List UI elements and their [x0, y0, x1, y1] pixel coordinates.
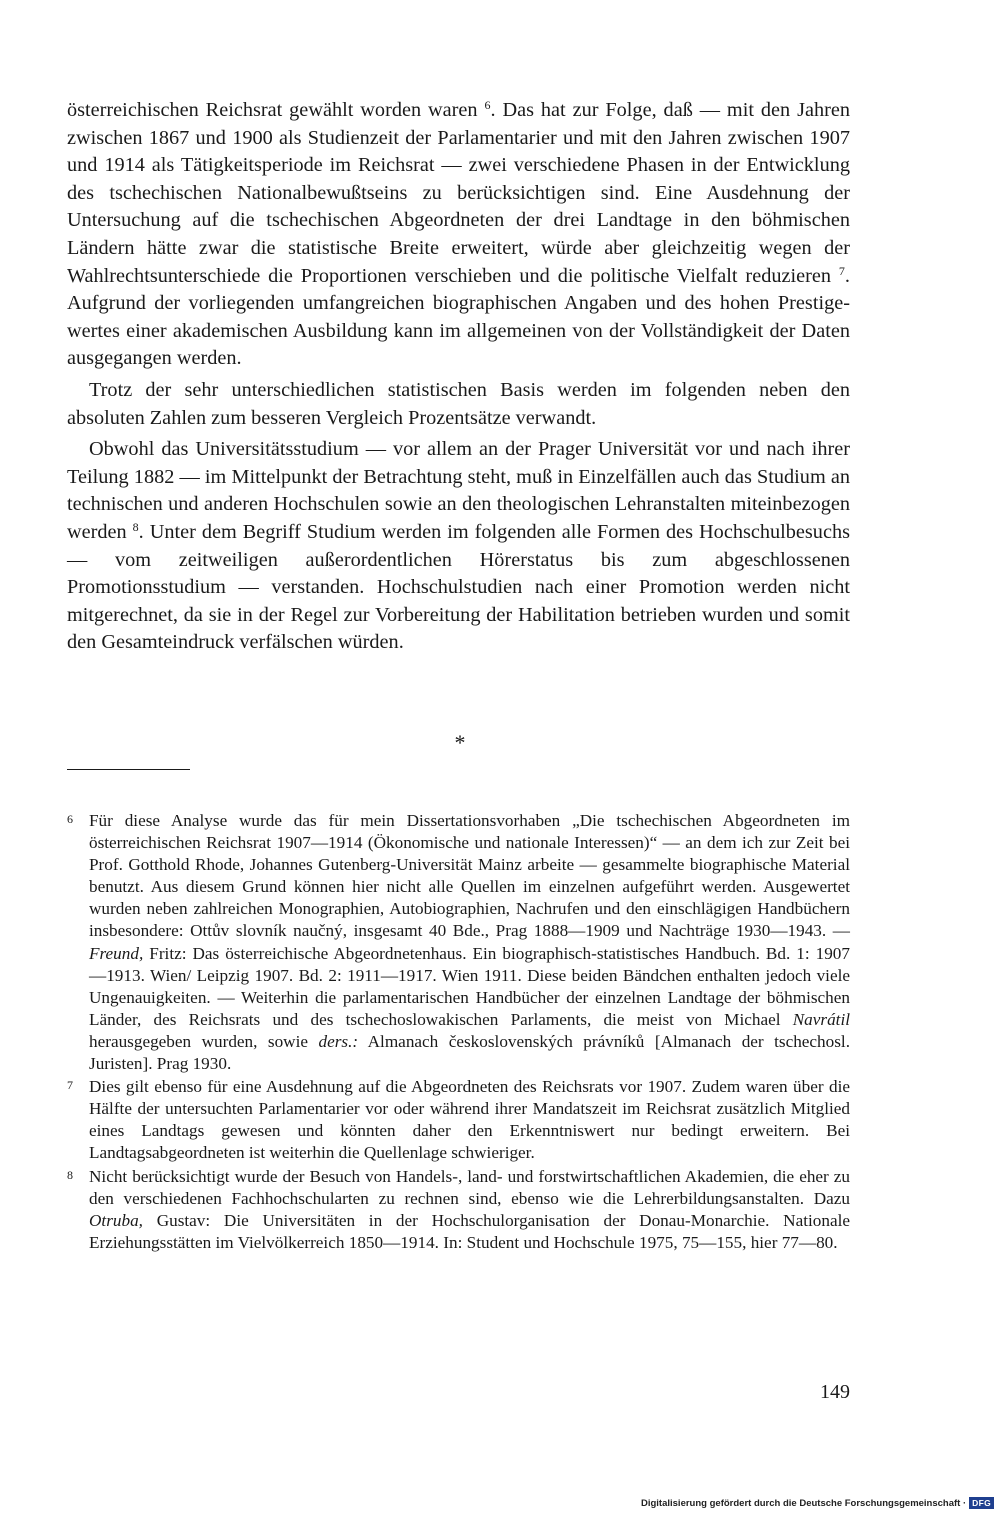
footnote-number: 7 — [67, 1078, 73, 1093]
footnote-8 — [67, 1166, 850, 1254]
footnote-6-text-b: Fritz: Das österreichische Abgeordnetenhaus. Ein biographisch-statistisches Handbuch. Bd. 1: 1907—1913. Wien/ Leipzig 1907. Bd. 2: 1911—1917. Wien 1911. Diese beiden Bändchen enthalten jedoch viele Ungenauigkeiten. — Weiterhin die parlamentarischen Handbücher der einzelnen Landtage der böhmischen Länder, des Reichsrats und des tschechoslowakischen Parlaments, die meist von Michael — [89, 943, 850, 1029]
footnote-ref-7[interactable]: 7 — [838, 263, 845, 278]
paragraph-1-text-c: . Aufgrund der vorliegenden umfangreichen biographischen Angaben und des hohen Prestigewertes einer akademischen Ausbildung kann im allgemeinen von der Vollständigkeit der Daten ausgegangen werden. — [67, 264, 850, 370]
author-name-freund: Freund, — [89, 943, 144, 963]
author-name-otruba: Otruba, — [89, 1210, 143, 1230]
paragraph-3 — [67, 436, 850, 657]
footnote-6-text-c: herausgegeben wurden, sowie — [89, 1031, 319, 1051]
footnote-7 — [67, 1076, 850, 1164]
footnote-ref-6[interactable]: 6 — [484, 98, 491, 112]
author-name-ders: ders.: — [318, 1031, 359, 1051]
dfg-logo: DFG — [969, 1497, 994, 1509]
paragraph-1 — [67, 97, 850, 373]
footnote-7-text: Dies gilt ebenso für eine Ausdehnung auf die Abgeordneten des Reichsrats vor 1907. Zudem waren über die Hälfte der untersuchten Parlamentarier vor oder während ihrer Mandatszeit im Reichsrat zusätzlich Mitglied eines Landtags gewesen und könnten daher den Erkenntniswert nur bedingt erweitern. Bei Landtagsabgeordneten ist weiterhin die Quellenlage schwieriger. — [89, 1077, 850, 1163]
footnote-ref-8[interactable]: 8 — [132, 519, 139, 534]
footnote-6 — [67, 810, 850, 1075]
paragraph-3-text-a: Obwohl das Universitätsstudium — vor allem an der Prager Universität vor und nach ihrer Teilung 1882 — im Mittelpunkt der Betrachtung steht, muß in Einzelfällen auch das Studium an technischen und anderen Hochschulen sowie an den theologischen Lehranstalten miteinbezogen werden — [67, 438, 850, 543]
author-name-navratil: Navrátil — [792, 1009, 850, 1029]
paragraph-2: Trotz der sehr unterschiedlichen statistischen Basis werden im folgenden neben den absoluten Zahlen zum besseren Vergleich Prozentsätze verwandt. — [67, 378, 850, 429]
digitization-banner — [641, 1497, 994, 1509]
banner-text: Digitalisierung gefördert durch die Deutsche Forschungsgemeinschaft · — [640, 1497, 967, 1509]
footnote-number: 8 — [67, 1167, 73, 1182]
footnote-6-text-a: Für diese Analyse wurde das für mein Dissertationsvorhaben „Die tschechischen Abgeordneten im österreichischen Reichsrat 1907—1914 (Ökonomische und nationale Interessen)“ — an dem ich zur Zeit bei Prof. Gotthold Rhode, Johannes Gutenberg-Universität Mainz arbeite — gesammelte biographische Material benutzt. Aus diesem Grund können hier nicht alle Quellen im einzelnen aufgeführt werden. Ausgewertet wurden neben zahlreichen Monographien, Autobiographien, Nachrufen und den einschlägigen Handbüchern insbesondere: Ottův slovník naučný, insgesamt 40 Bde., Prag 1888—1909 und Nachträge 1930—1943. — — [89, 811, 850, 941]
footnote-8-text-a: Nicht berücksichtigt wurde der Besuch von Handels-, land- und forstwirtschaftlichen Akademien, die eher zu den verschiedenen Fachhochschularten zu rechnen sind, ebenso wie die Lehrerbildungsanstalten. Dazu — [89, 1166, 850, 1208]
paragraph-1-text-a: österreichischen Reichsrat gewählt worden waren — [67, 99, 485, 121]
footnote-8-text-b: Gustav: Die Universitäten in der Hochschulorganisation der Donau-Monarchie. Nationale Erziehungsstätten im Vielvölkerreich 1850—1914. In: Student und Hochschule 1975, 75—155, hier 77—80. — [89, 1210, 850, 1252]
paragraph-1-text-b: . Das hat zur Folge, daß — mit den Jahren zwischen 1867 und 1900 als Studienzeit der Parlamentarier und mit den Jahren zwischen 1907 und 1914 als Tätigkeitsperiode im Reichsrat — zwei verschiedene Phasen in der Entwicklung des tschechischen Nationalbewußtseins zu berücksichtigen sind. Eine Ausdehnung der Untersuchung auf die tschechischen Abgeordneten der drei Landtage in den böhmischen Ländern hätte zwar die statistische Breite erweitert, würde aber gleichzeitig wegen der Wahlrechtsunterschiede die Proportionen verschieben und die politische Vielfalt reduzieren — [67, 99, 851, 287]
footnotes — [67, 810, 850, 1255]
footnote-number: 6 — [67, 812, 73, 826]
page-number: 149 — [820, 1381, 850, 1403]
footnote-6-text-d: Almanach československých právníků [Almanach der tschechosl. Juristen]. Prag 1930. — [89, 1031, 851, 1074]
footnote-divider — [67, 769, 190, 770]
section-separator: * — [454, 730, 466, 755]
paragraph-3-text-b: . Unter dem Begriff Studium werden im folgenden alle Formen des Hochschulbesuchs — vom zeitweiligen außerordentlichen Hörerstatus bis zum abgeschlossenen Promotionsstudium — verstanden. Hochschulstudien nach einer Promotion werden nicht mitgerechnet, da sie in der Regel zur Vorbereitung der Habilitation betrieben wurden und somit den Gesamteindruck verfälschen würden. — [67, 520, 850, 654]
main-text — [67, 97, 850, 657]
